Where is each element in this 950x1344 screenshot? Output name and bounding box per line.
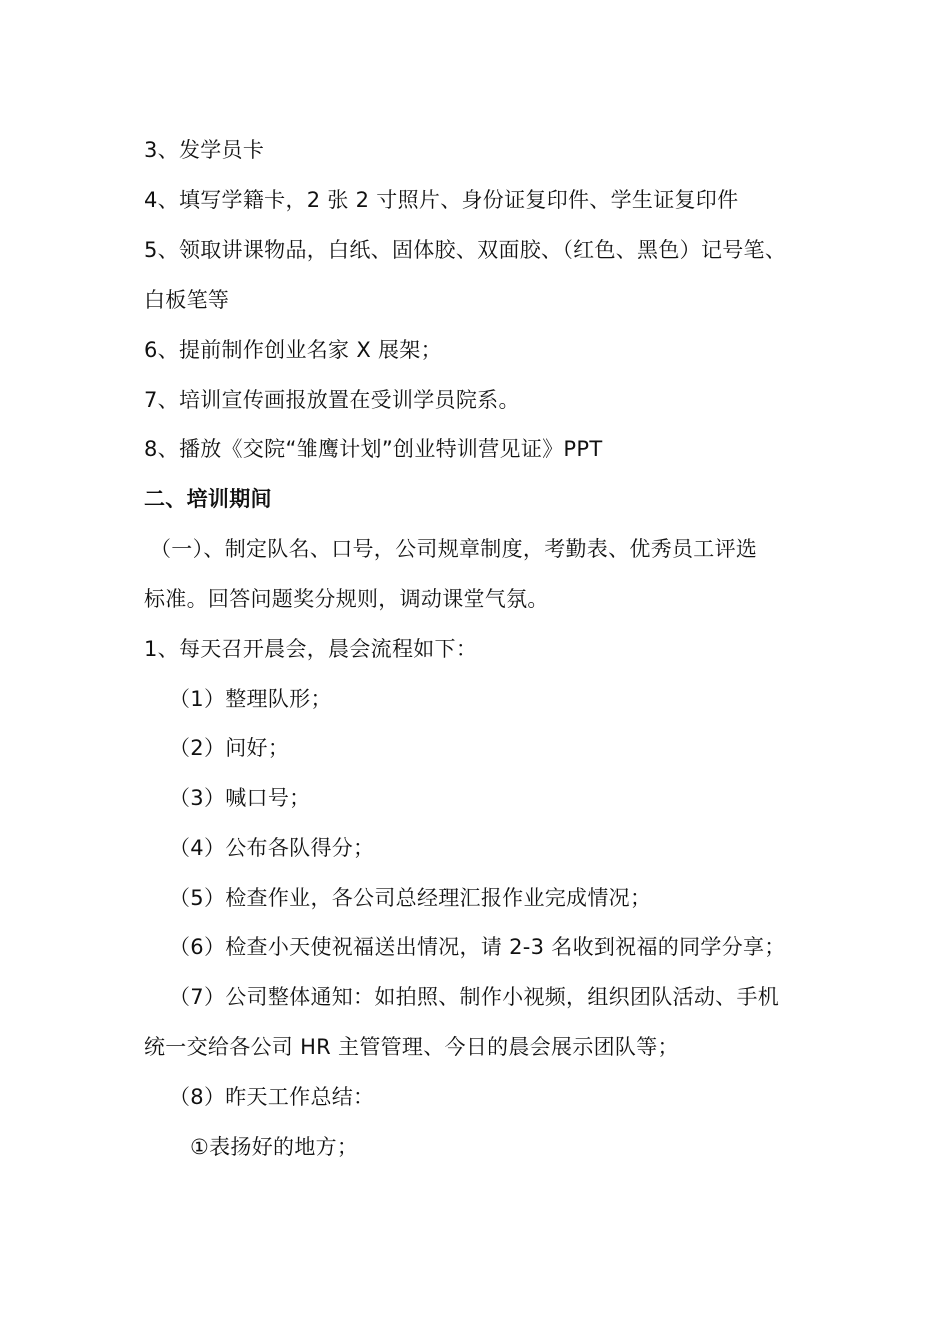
list-item-5-continued: 白板笔等 xyxy=(144,288,230,312)
meeting-step-6: （6）检查小天使祝福送出情况，请 2-3 名收到祝福的同学分享； xyxy=(169,935,786,959)
meeting-step-3: （3）喊口号； xyxy=(169,786,311,810)
morning-meeting-intro: 1、每天召开晨会，晨会流程如下： xyxy=(144,637,478,661)
paragraph-team-rules: （一）、制定队名、口号，公司规章制度，考勤表、优秀员工评选 xyxy=(150,537,758,561)
meeting-step-2: （2）问好； xyxy=(169,736,290,760)
list-item-3: 3、发学员卡 xyxy=(144,138,265,162)
list-item-4: 4、填写学籍卡，2 张 2 寸照片、身份证复印件、学生证复印件 xyxy=(144,188,739,212)
list-item-8: 8、播放《交院“雏鹰计划”创业特训营见证》PPT xyxy=(144,437,603,461)
meeting-step-8: （8）昨天工作总结： xyxy=(169,1085,375,1109)
list-item-7: 7、培训宣传画报放置在受训学员院系。 xyxy=(144,388,520,412)
meeting-step-8-sub-1: ①表扬好的地方； xyxy=(190,1135,359,1159)
list-item-6: 6、提前制作创业名家 X 展架； xyxy=(144,338,442,362)
meeting-step-5: （5）检查作业，各公司总经理汇报作业完成情况； xyxy=(169,886,652,910)
paragraph-team-rules-continued: 标准。回答问题奖分规则，调动课堂气氛。 xyxy=(144,587,549,611)
section-heading-training-period: 二、培训期间 xyxy=(144,487,272,511)
meeting-step-1: （1）整理队形； xyxy=(169,687,332,711)
meeting-step-7: （7）公司整体通知：如拍照、制作小视频，组织团队活动、手机 xyxy=(169,985,780,1009)
meeting-step-7-continued: 统一交给各公司 HR 主管管理、今日的晨会展示团队等； xyxy=(144,1035,679,1059)
list-item-5: 5、领取讲课物品，白纸、固体胶、双面胶、（红色、黑色）记号笔、 xyxy=(144,238,787,262)
meeting-step-4: （4）公布各队得分； xyxy=(169,836,375,860)
